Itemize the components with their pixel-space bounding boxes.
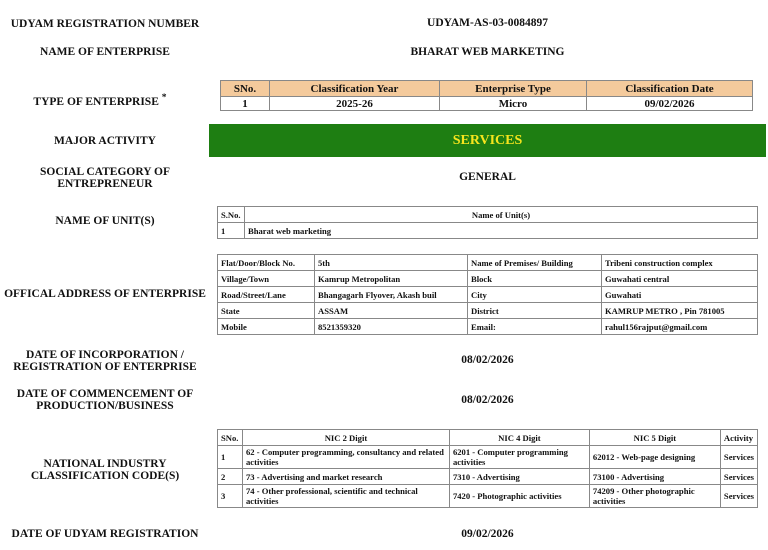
table-cell: City [468, 287, 602, 303]
udyam-number-value: UDYAM-AS-03-0084897 [427, 17, 548, 29]
nic-label-line2: CLASSIFICATION CODE(S) [30, 470, 180, 482]
table-cell: Services [720, 446, 757, 469]
table-header: Classification Year [270, 81, 440, 97]
social-category-label [0, 166, 210, 190]
enterprise-type-label [0, 92, 200, 108]
udyam-date-label: DATE OF UDYAM REGISTRATION [11, 528, 199, 540]
table-cell: Name of Premises/ Building [468, 255, 602, 271]
nic-label [0, 458, 210, 482]
table-cell: Flat/Door/Block No. [218, 255, 315, 271]
table-row [218, 287, 758, 303]
table-header: Name of Unit(s) [245, 207, 758, 223]
incorporation-value: 08/02/2026 [461, 354, 514, 366]
table-cell: KAMRUP METRO , Pin 781005 [602, 303, 758, 319]
table-cell: 74209 - Other photographic activities [589, 485, 720, 508]
table-cell: Bhangagarh Flyover, Akash buil [315, 287, 468, 303]
table-row [218, 223, 758, 239]
table-cell: Road/Street/Lane [218, 287, 315, 303]
table-row [218, 255, 758, 271]
table-cell: Services [720, 485, 757, 508]
table-cell: 2025-26 [270, 97, 440, 111]
table-header: SNo. [218, 430, 243, 446]
table-cell: 5th [315, 255, 468, 271]
table-cell: rahul156rajput@gmail.com [602, 319, 758, 335]
table-header: NIC 2 Digit [242, 430, 449, 446]
social-category-label-line2: ENTREPRENEUR [57, 178, 153, 190]
social-category-value: GENERAL [459, 171, 516, 183]
table-header: NIC 4 Digit [449, 430, 589, 446]
table-cell: ASSAM [315, 303, 468, 319]
table-cell: Bharat web marketing [245, 223, 758, 239]
table-cell: 09/02/2026 [587, 97, 753, 111]
table-header: S.No. [218, 207, 245, 223]
table-cell: Guwahati [602, 287, 758, 303]
commencement-label-line1: DATE OF COMMENCEMENT OF [16, 388, 194, 400]
table-row [221, 97, 753, 111]
commencement-value: 08/02/2026 [461, 394, 514, 406]
table-row [218, 303, 758, 319]
table-row [218, 469, 758, 485]
enterprise-name-value: BHARAT WEB MARKETING [410, 46, 565, 58]
nic-label-line1: NATIONAL INDUSTRY [43, 458, 167, 470]
table-header: Enterprise Type [440, 81, 587, 97]
units-table [217, 206, 758, 239]
table-cell: 73100 - Advertising [589, 469, 720, 485]
enterprise-type-label-text: TYPE OF ENTERPRISE [33, 95, 159, 108]
commencement-label [0, 388, 210, 412]
table-cell: 1 [221, 97, 270, 111]
table-row [218, 446, 758, 469]
table-cell: Village/Town [218, 271, 315, 287]
table-header-row [218, 430, 758, 446]
table-cell: Tribeni construction complex [602, 255, 758, 271]
table-cell: 1 [218, 223, 245, 239]
table-cell: 74 - Other professional, scientific and technical activities [242, 485, 449, 508]
table-cell: State [218, 303, 315, 319]
udyam-date-value: 09/02/2026 [461, 528, 514, 540]
enterprise-name-label: NAME OF ENTERPRISE [40, 46, 170, 58]
table-cell: 3 [218, 485, 243, 508]
table-header-row [218, 207, 758, 223]
table-cell: Kamrup Metropolitan [315, 271, 468, 287]
udyam-number-label: UDYAM REGISTRATION NUMBER [10, 18, 200, 30]
table-header: Classification Date [587, 81, 753, 97]
table-header: Activity [720, 430, 757, 446]
table-cell: Services [720, 469, 757, 485]
table-row [218, 319, 758, 335]
incorporation-label-line1: DATE OF INCORPORATION / [26, 349, 184, 361]
table-row [218, 271, 758, 287]
table-cell: Guwahati central [602, 271, 758, 287]
table-header-row [221, 81, 753, 97]
table-cell: Block [468, 271, 602, 287]
required-star: * [161, 92, 167, 103]
enterprise-type-table [220, 80, 753, 111]
table-cell: District [468, 303, 602, 319]
table-cell: 62 - Computer programming, consultancy and related activities [242, 446, 449, 469]
table-cell: 62012 - Web-page designing [589, 446, 720, 469]
nic-table [217, 429, 758, 508]
table-cell: 1 [218, 446, 243, 469]
incorporation-label-line2: REGISTRATION OF ENTERPRISE [13, 361, 197, 373]
table-cell: 7310 - Advertising [449, 469, 589, 485]
table-cell: 73 - Advertising and market research [242, 469, 449, 485]
table-header: NIC 5 Digit [589, 430, 720, 446]
table-header: SNo. [221, 81, 270, 97]
table-cell: 2 [218, 469, 243, 485]
incorporation-label [0, 349, 210, 373]
table-row [218, 485, 758, 508]
address-table [217, 254, 758, 335]
table-cell: 8521359320 [315, 319, 468, 335]
table-cell: 6201 - Computer programming activities [449, 446, 589, 469]
table-cell: 7420 - Photographic activities [449, 485, 589, 508]
major-activity-banner: SERVICES [209, 124, 766, 157]
units-label: NAME OF UNIT(S) [55, 215, 155, 227]
major-activity-label: MAJOR ACTIVITY [54, 135, 156, 147]
commencement-label-line2: PRODUCTION/BUSINESS [36, 400, 174, 412]
social-category-label-line1: SOCIAL CATEGORY OF [40, 166, 170, 178]
address-label: OFFICAL ADDRESS OF ENTERPRISE [4, 288, 206, 300]
table-cell: Email: [468, 319, 602, 335]
table-cell: Mobile [218, 319, 315, 335]
table-cell: Micro [440, 97, 587, 111]
